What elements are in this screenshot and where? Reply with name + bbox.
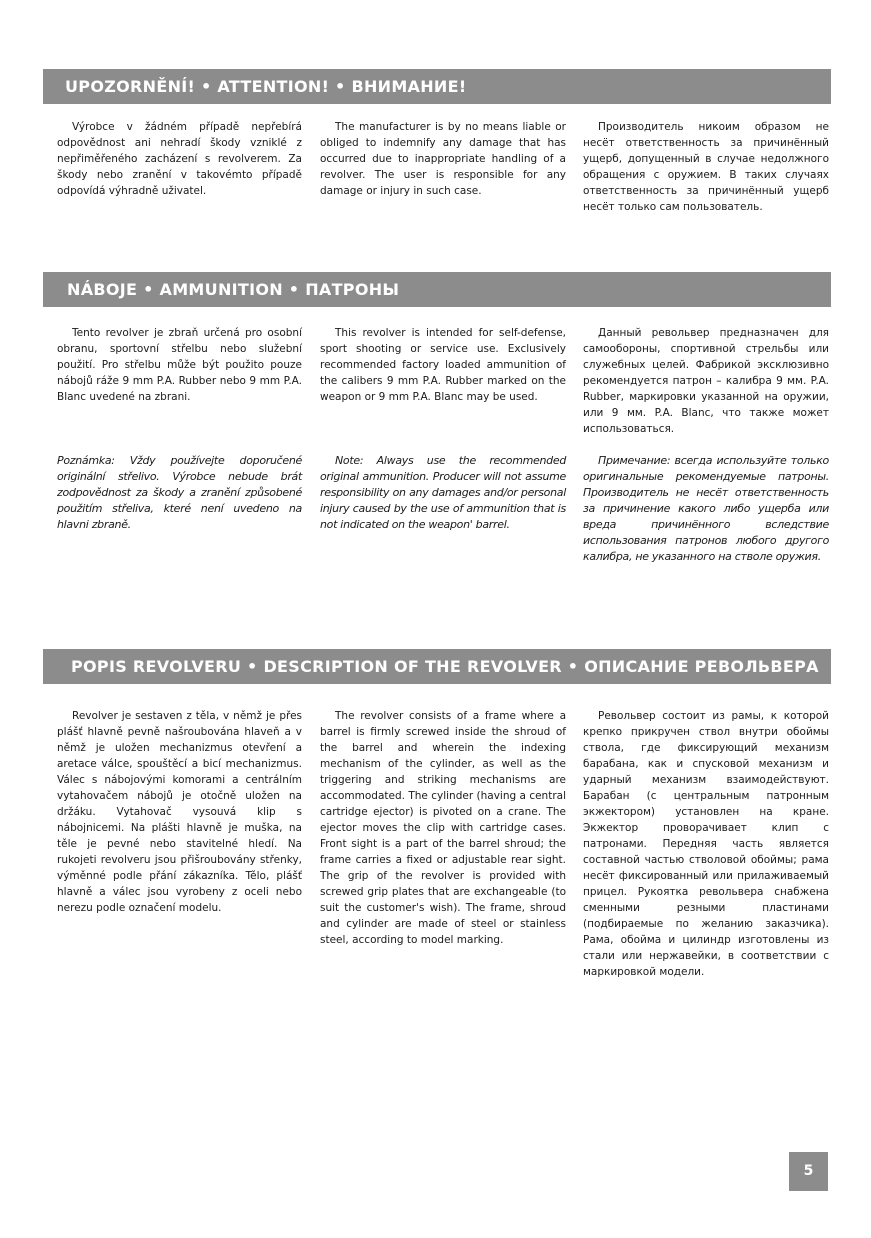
ammunition-note-cz: Poznámka: Vždy používejte doporučené originální střelivo. Výrobce nebude brát zodpovědnost za škody a zranění způsobené použitím střeliva, které není uvedeno na hlavni zbraně. xyxy=(57,454,302,531)
page-number: 5 xyxy=(789,1152,828,1191)
attention-text-en: The manufacturer is by no means liable or obliged to indemnify any damage that has occurred due to inappropriate handling of a revolver. The user is responsible for any damage or injury in such case. xyxy=(320,121,566,197)
ammunition-title: NÁBOJE • AMMUNITION • ПАТРОНЫ xyxy=(67,280,400,299)
description-text-ru: Револьвер состоит из рамы, к которой крепко прикручен ствол внутри обоймы ствола, где фиксирующий механизм барабана, как и спусковой механизм и ударный механизм взаимодействуют. Барабан (с центральным патронным экжектором) установлен на кране. Экжектор проворачивает клип с патронами. Передняя часть является составной частью стволовой обоймы; рама несёт фиксированный или прилаживаемый прицел. Рукоятка револьвера снабжена сменными резными пластинами (подбираемые по желанию заказчика). Рама, обойма и цилиндр изготовлены из стали или нержавейки, в соответствии с маркировкой модели. xyxy=(583,710,829,978)
attention-title: UPOZORNĚNÍ! • ATTENTION! • ВНИМАНИЕ! xyxy=(65,77,467,96)
attention-header xyxy=(43,69,831,104)
ammunition-header xyxy=(43,272,831,307)
ammunition-text-ru: Данный револьвер предназначен для самообороны, спортивной стрельбы или служебных целей. Фабрикой эксклюзивно рекомендуется патрон – калибра 9 мм. P.A. Rubber, маркировки указанной на оружии, или 9 мм. P.A. Blanc, что также может использоваться. xyxy=(583,327,829,435)
description-title: POPIS REVOLVERU • DESCRIPTION OF THE REVOLVER • ОПИСАНИЕ РЕВОЛЬВЕРА xyxy=(71,657,819,676)
ammunition-text-en: This revolver is intended for self-defense, sport shooting or service use. Exclusively recommended factory loaded ammunition of the calibers 9 mm P.A. Rubber marked on the weapon or 9 mm P.A. Blanc may be used. xyxy=(320,327,566,403)
description-header xyxy=(43,649,831,684)
attention-text-cz: Výrobce v žádném případě nepřebírá odpovědnost ani nehradí škody vzniklé z nepřiměřeného zacházení s revolverem. Za škody nebo zranění v takovémto případě odpovídá výhradně uživatel. xyxy=(57,121,302,197)
attention-text-ru: Производитель никоим образом не несёт ответственность за причинённый ущерб, допущенный в случае недолжного обращения с оружием. В таких случаях ответственность за причинённый ущерб несёт только сам пользователь. xyxy=(583,121,829,213)
ammunition-note-ru: Примечание: всегда используйте только оригинальные рекомендуемые патроны. Производитель не несёт ответственность за причинение какого либо ущерба или вреда причинённого вследствие использования патронов любого другого калибра, не указанного на стволе оружия. xyxy=(583,454,829,563)
ammunition-text-cz: Tento revolver je zbraň určená pro osobní obranu, sportovní střelbu nebo služební použití. Pro střelbu může být použito pouze nábojů ráže 9 mm P.A. Rubber nebo 9 mm P.A. Blanc uvedené na zbrani. xyxy=(57,327,302,403)
description-text-cz: Revolver je sestaven z těla, v němž je přes plášť hlavně pevně našroubována hlaveň a v němž je uložen mechanizmus otevření a aretace válce, spouštěcí a bicí mechanizmus. Válec s nábojovými komorami a centrálním vytahovačem nábojů je otočně uložen na držáku. Vytahovač vysouvá klip s nábojnicemi. Na plášti hlavně je muška, na těle je pevné nebo stavitelné hledí. Na rukojeti revolveru jsou přišroubovány střenky, výměnné podle přání zákazníka. Tělo, plášť hlavně a válec jsou vyrobeny z oceli nebo nerezu podle označení modelu. xyxy=(57,710,302,914)
ammunition-note-en: Note: Always use the recommended original ammunition. Producer will not assume responsibility on any damages and/or personal injury caused by the use of ammunition that is not indicated on the weapon' barrel. xyxy=(320,454,566,531)
description-text-en: The revolver consists of a frame where a barrel is firmly screwed inside the shroud of the barrel and wherein the indexing mechanism of the cylinder, as well as the triggering and striking mechanisms are accommodated. The cylinder (having a central cartridge ejector) is pivoted on a crane. The ejector moves the clip with cartridge cases. Front sight is a part of the barrel shroud; the frame carries a fixed or adjustable rear sight. The grip of the revolver is provided with screwed grip plates that are exchangeable (to suit the customer's wish). The frame, shroud and cylinder are made of steel or stainless steel, according to model marking. xyxy=(320,710,566,946)
